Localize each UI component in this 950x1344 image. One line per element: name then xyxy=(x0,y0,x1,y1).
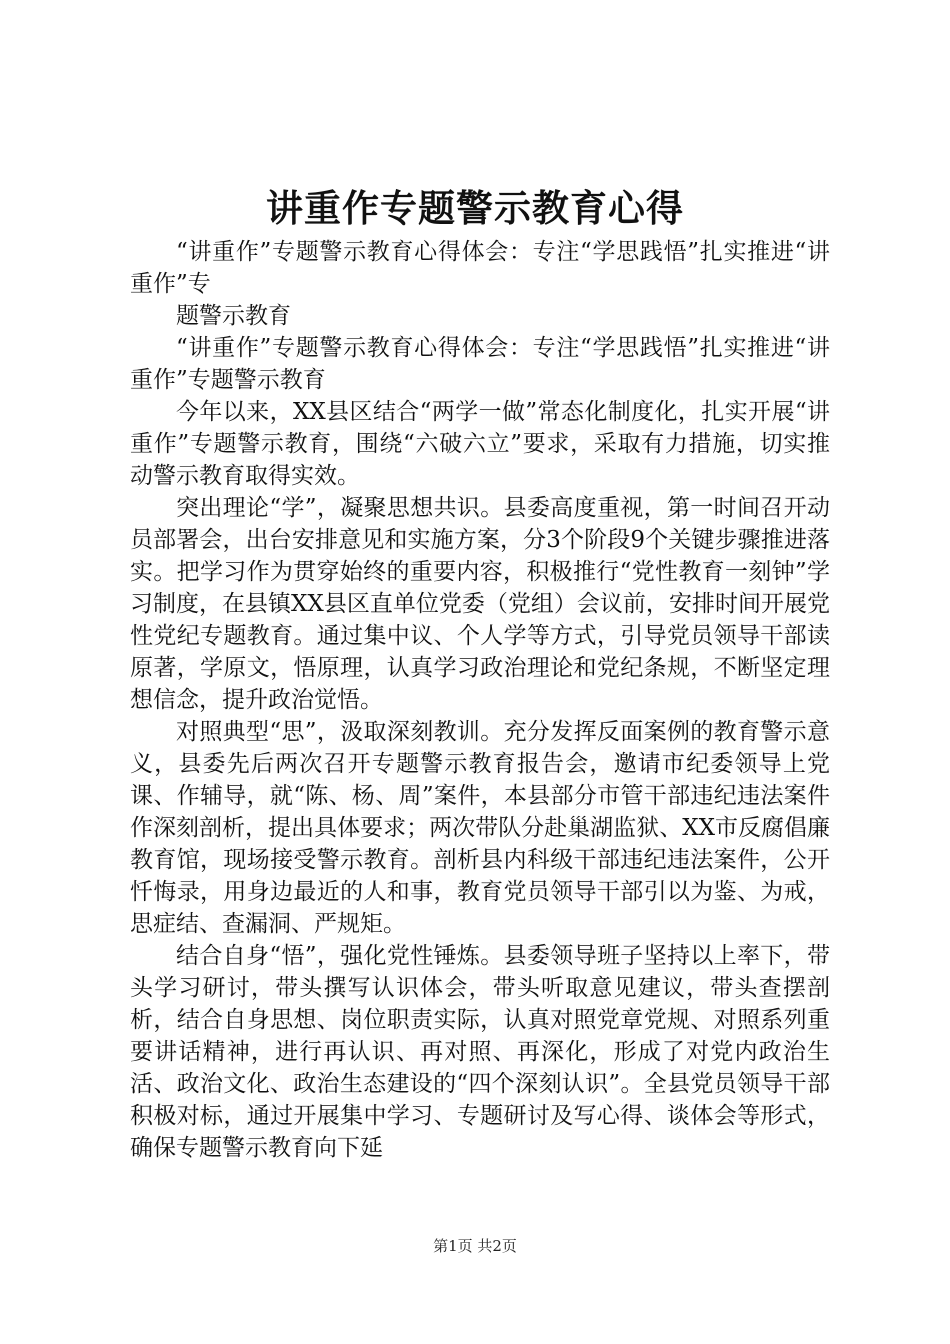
page-number-footer: 第1页 共2页 xyxy=(433,1237,517,1255)
paragraph: 今年以来，XX县区结合“两学一做”常态化制度化，扎实开展“讲重作”专题警示教育，围绕“六破六立”要求，采取有力措施，切实推动警示教育取得实效。 xyxy=(130,399,830,489)
paragraph: 题警示教育 xyxy=(176,303,291,329)
paragraph: 对照典型“思”，汲取深刻教训。充分发挥反面案例的教育警示意义，县委先后两次召开专题警示教育报告会，邀请市纪委领导上党课、作辅导，就“陈、杨、周”案件，本县部分市管干部违纪违法案件作深刻剖析，提出具体要求；两次带队分赴巢湖监狱、XX市反腐倡廉教育馆，现场接受警示教育。剖析县内科级干部违纪违法案件，公开忏悔录，用身边最近的人和事，教育党员领导干部引以为鉴、为戒，思症结、查漏洞、严规矩。 xyxy=(130,719,830,937)
paragraph: 结合自身“悟”，强化党性锤炼。县委领导班子坚持以上率下，带头学习研讨，带头撰写认识体会，带头听取意见建议，带头查摆剖析，结合自身思想、岗位职责实际，认真对照党章党规、对照系列重要讲话精神，进行再认识、再对照、再深化，形成了对党内政治生活、政治文化、政治生态建设的“四个深刻认识”。全县党员领导干部积极对标，通过开展集中学习、专题研讨及写心得、谈体会等形式，确保专题警示教育向下延 xyxy=(130,943,830,1161)
document-body xyxy=(130,236,830,1164)
paragraph: “讲重作”专题警示教育心得体会：专注“学思践悟”扎实推进“讲重作”专题警示教育 xyxy=(130,335,830,393)
paragraph: “讲重作”专题警示教育心得体会：专注“学思践悟”扎实推进“讲重作”专 xyxy=(130,239,830,297)
document-title: 讲重作专题警示教育心得 xyxy=(266,186,684,230)
paragraph: 突出理论“学”，凝聚思想共识。县委高度重视，第一时间召开动员部署会，出台安排意见和实施方案，分3个阶段9个关键步骤推进落实。把学习作为贯穿始终的重要内容，积极推行“党性教育一刻钟”学习制度，在县镇XX县区直单位党委（党组）会议前，安排时间开展党性党纪专题教育。通过集中议、个人学等方式，引导党员领导干部读原著，学原文，悟原理，认真学习政治理论和党纪条规，不断坚定理想信念，提升政治觉悟。 xyxy=(130,495,830,713)
